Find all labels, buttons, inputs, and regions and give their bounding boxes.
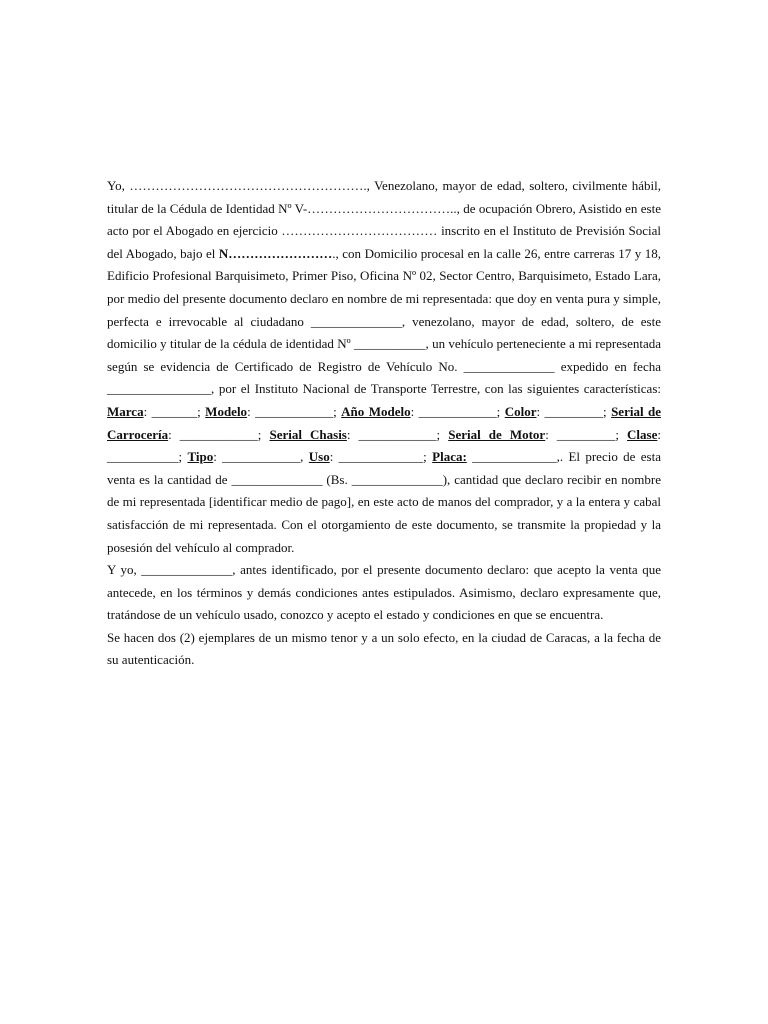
- paragraph-text: : ____________;: [247, 403, 342, 419]
- paragraph-text: _____________,. El precio de esta venta es la cantidad de ______________ (Bs. ______________), cantidad que declaro recibir en nombre de mi representada [identificar medio de pago], en este acto de manos del comprador, y a la entera y cabal satisfacción de mi representada. Con el otorgamiento de este documento, se transmite la propiedad y la posesión del vehículo al comprador.: [107, 449, 661, 555]
- paragraph-text: : ___________;: [107, 426, 662, 465]
- field-label: Placa:: [432, 449, 467, 465]
- paragraph-text: : _________;: [545, 426, 628, 442]
- field-label: Clase: [627, 426, 658, 442]
- bold-text: N……………………: [218, 245, 333, 261]
- paragraph-text: Se hacen dos (2) ejemplares de un mismo tenor y a un solo efecto, en la ciudad de Caracas, a la fecha de su autenticación.: [107, 629, 661, 668]
- field-label: Marca: [107, 403, 144, 419]
- paragraph-text: : ____________;: [346, 426, 449, 442]
- field-label: Año Modelo: [341, 403, 411, 419]
- paragraph-text: : _________;: [536, 403, 612, 419]
- paragraph-text: : ____________;: [410, 403, 505, 419]
- paragraph-text: Y yo, ______________, antes identificado, por el presente documento declaro: que acepto la venta que antecede, en los términos y demás condiciones antes estipulados. Asimismo, declaro expresamente que, tratándose de un vehículo usado, conozco y acepto el estado y condiciones en que se encuentra.: [107, 562, 661, 623]
- field-label: Serial de Carrocería: [107, 403, 661, 442]
- paragraph-text: ., con Domicilio procesal en la calle 26, entre carreras 17 y 18, Edificio Profesional Barquisimeto, Primer Piso, Oficina Nº 02, Sector Centro, Barquisimeto, Estado Lara, por medio del presente documento declaro en nombre de mi representada: que doy en venta pura y simple, perfecta e irrevocable al ciudadano ______________, venezolano, mayor de edad, soltero, de este domicilio y titular de la cédula de identidad Nº ___________, un vehículo perteneciente a mi representada según se evidencia de Certificado de Registro de Vehículo No. ______________ expedido en fecha ________________, por el Instituto Nacional de Transporte Terrestre, con las siguientes características:: [107, 245, 662, 397]
- field-label: Uso: [308, 449, 330, 465]
- field-label: Serial Chasis: [269, 426, 347, 442]
- paragraph-sale-declaration: [107, 175, 661, 559]
- paragraph-copies: [107, 627, 661, 672]
- field-label: Tipo: [187, 449, 214, 465]
- field-label: Serial de Motor: [448, 426, 546, 442]
- field-label: Color: [504, 403, 537, 419]
- paragraph-text: : _______;: [143, 403, 206, 419]
- paragraph-text: Yo, ………………………………………………., Venezolano, mayor de edad, soltero, civilmente hábil, titular de la Cédula de Identidad Nº V-…………………………….., de ocupación Obrero, Asistido en este acto por el Abogado en ejercicio ……………………………… inscrito en el Instituto de Previsión Social del Abogado, bajo el: [107, 178, 661, 261]
- paragraph-text: : ____________,: [213, 449, 309, 465]
- field-label: Modelo: [205, 403, 248, 419]
- document-body: [107, 175, 661, 672]
- paragraph-buyer-acceptance: [107, 559, 661, 627]
- paragraph-text: : _____________;: [329, 449, 433, 465]
- paragraph-text: : ____________;: [168, 426, 270, 442]
